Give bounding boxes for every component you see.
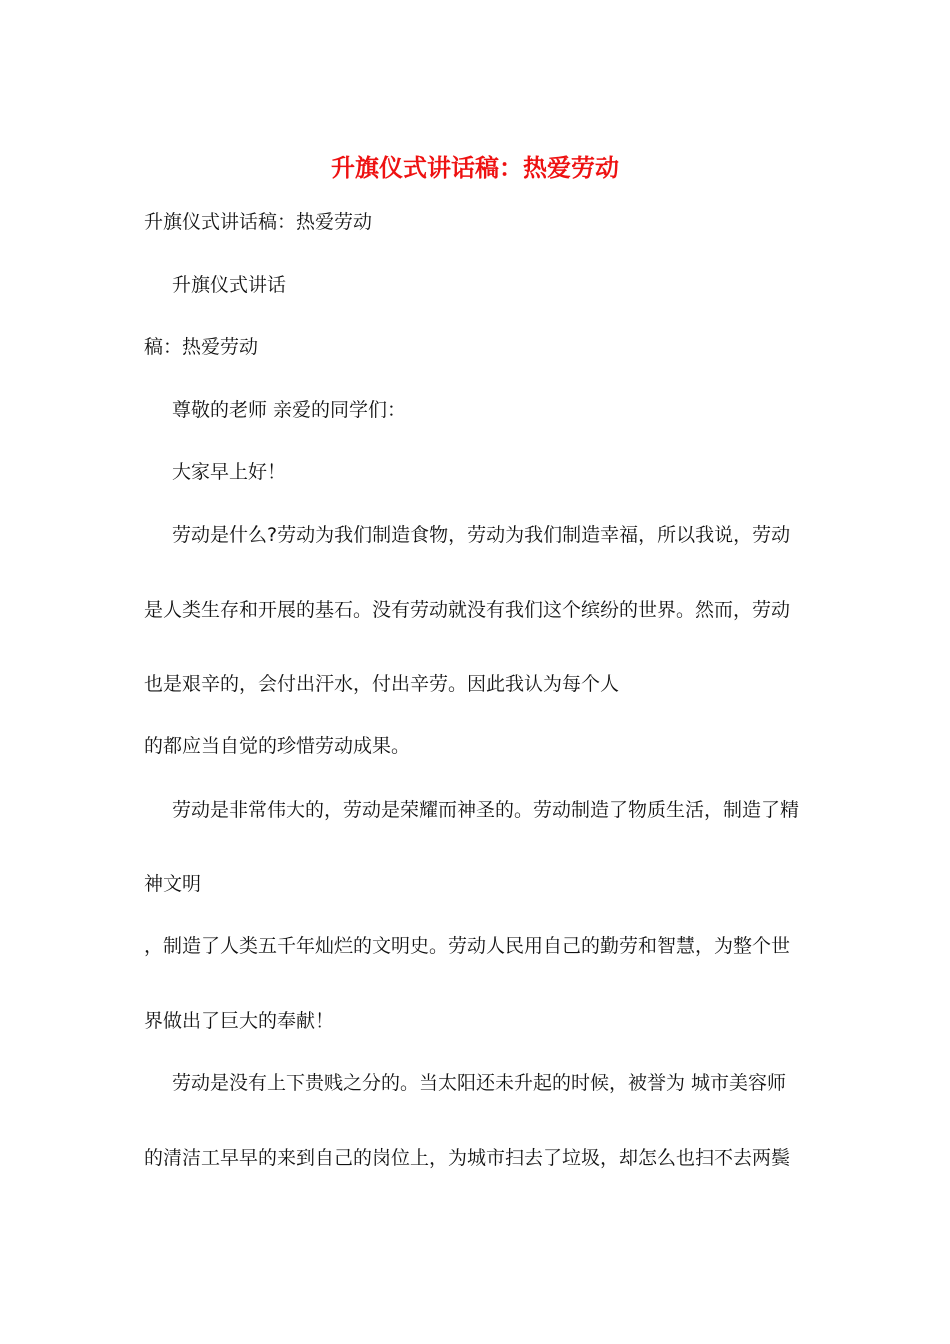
text-line: 界做出了巨大的奉献！ [144, 1010, 335, 1032]
text-line: 升旗仪式讲话 [172, 274, 287, 296]
text-line: 劳动是没有上下贵贱之分的。当太阳还未升起的时候，被誉为 城市美容师 [172, 1072, 787, 1094]
text-line: 是人类生存和开展的基石。没有劳动就没有我们这个缤纷的世界。然而，劳动 [144, 599, 791, 621]
text-line: 大家早上好！ [172, 461, 287, 483]
document-title: 升旗仪式讲话稿：热爱劳动 [331, 153, 619, 182]
text-line: 稿：热爱劳动 [144, 336, 259, 358]
text-line: ，制造了人类五千年灿烂的文明史。劳动人民用自己的勤劳和智慧，为整个世 [144, 935, 791, 957]
text-line: 劳动是什么?劳动为我们制造食物，劳动为我们制造幸福，所以我说，劳动 [172, 524, 791, 546]
text-line: 也是艰辛的，会付出汗水，付出辛劳。因此我认为每个人 [144, 673, 620, 695]
text-line: 尊敬的老师 亲爱的同学们： [172, 399, 407, 421]
text-line: 的清洁工早早的来到自己的岗位上，为城市扫去了垃圾，却怎么也扫不去两鬓 [144, 1147, 791, 1169]
text-line: 升旗仪式讲话稿：热爱劳动 [144, 211, 373, 233]
text-line: 劳动是非常伟大的，劳动是荣耀而神圣的。劳动制造了物质生活，制造了精 [172, 799, 800, 821]
text-line: 的都应当自觉的珍惜劳动成果。 [144, 735, 411, 757]
text-line: 神文明 [144, 873, 202, 895]
